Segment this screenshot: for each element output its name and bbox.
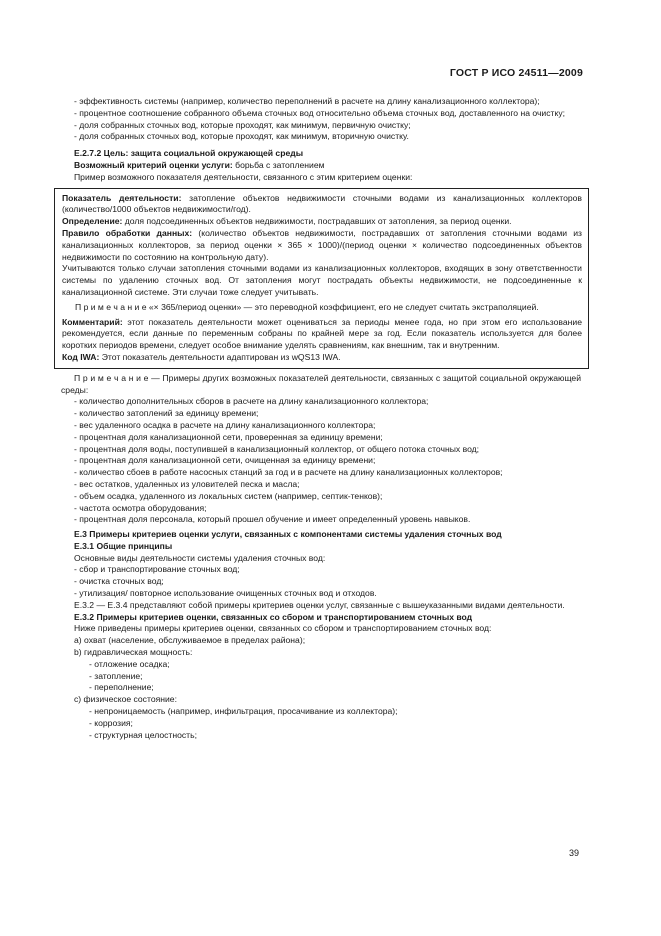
rule-text: (количество объектов недвижимости, пострадавших от затопления сточными водами из канализационных коллекторов, за период оценки × 365 × 1000)/(период оценки × количество подсоединенных объектов недвижимости по состоянию на контрольную дату). xyxy=(62,227,583,262)
list-item: a) охват (население, обслуживаемое в пределах района); xyxy=(74,635,306,646)
section-heading-e31: Е.3.1 Общие принципы xyxy=(74,540,173,551)
definition-paragraph xyxy=(62,216,582,228)
indicator-text: затопление объектов недвижимости сточными водами из канализационных коллекторов (количество/1000 объектов недвижимости/год). xyxy=(62,192,582,215)
list-item: - процентная доля воды, поступившей в канализационный коллектор, от общего потока сточных вод; xyxy=(74,443,480,454)
comment-label: Комментарий: xyxy=(62,316,123,327)
list-item: - доля собранных сточных вод, которые проходят, как минимум, первичную очистку; xyxy=(74,119,411,130)
consider-paragraph: Учитываются только случаи затопления сточными водами из канализационных коллекторов, входящих в зону ответственности системы по удалению сточных вод. От затопления могут пострадать объекты недвижимости, не подсоединенные к канализационной системе. Эти случаи тоже следует учитывать. xyxy=(62,263,582,297)
note-paragraph xyxy=(61,373,581,397)
list-item: - процентное соотношение собранного объема сточных вод относительно объема сточных вод, доставленного на очистку; xyxy=(74,107,566,118)
iwa-paragraph xyxy=(62,352,582,364)
paragraph: Основные виды деятельности системы удаления сточных вод: xyxy=(74,552,326,563)
list-item: - отложение осадка; xyxy=(89,658,170,669)
rule-label: Правило обработки данных: xyxy=(62,227,193,238)
list-item: c) физическое состояние: xyxy=(74,694,177,705)
criterion-line xyxy=(61,160,581,172)
comment-text: этот показатель деятельности может оцениваться за периоды менее года, но при этом его использование рекомендуется, если данные по переменным собраны по крайней мере за год. Если показатель используется для более коротких периодов времени, следует особое внимание уделять сравнениям, как внешним, так и внутренним. xyxy=(62,316,582,351)
paragraph: Ниже приведены примеры критериев оценки, связанных со сбором и транспортированием сточных вод: xyxy=(74,623,492,634)
list-item: - количество дополнительных сборов в расчете на длину канализационного коллектора; xyxy=(74,396,429,407)
rule-paragraph xyxy=(62,228,582,263)
list-item: - процентная доля канализационной сети, проверенная за единицу времени; xyxy=(74,431,383,442)
note-label: П р и м е ч а н и е xyxy=(75,301,147,312)
paragraph: Пример возможного показателя деятельности, связанного с этим критерием оценки: xyxy=(74,171,413,182)
section-heading-e272: Е.2.7.2 Цель: защита социальной окружающей среды xyxy=(74,148,304,159)
list-item: - вес остатков, удаленных из уловителей песка и масла; xyxy=(74,478,300,489)
box-note xyxy=(62,302,582,314)
list-item: - процентная доля канализационной сети, очищенная за единицу времени; xyxy=(74,455,376,466)
list-item: - количество сбоев в работе насосных станций за год и в расчете на длину канализационных коллекторов; xyxy=(74,467,503,478)
list-item: - эффективность системы (например, количество переполнений в расчете на длину канализационного коллектора); xyxy=(74,96,540,106)
document-header: ГОСТ Р ИСО 24511—2009 xyxy=(449,67,583,79)
list-item: - коррозия; xyxy=(89,717,133,728)
list-item: - очистка сточных вод; xyxy=(74,576,164,587)
indicator-box xyxy=(54,188,589,369)
section-heading-e3: Е.3 Примеры критериев оценки услуги, связанных с компонентами системы удаления сточных вод xyxy=(74,529,502,540)
list-item: - сбор и транспортирование сточных вод; xyxy=(74,564,240,575)
iwa-label: Код IWA: xyxy=(62,351,100,362)
list-item: - утилизация/ повторное использование очищенных сточных вод и отходов. xyxy=(74,588,377,599)
note-text: — Примеры других возможных показателей деятельности, связанных с защитой социальной окружающей среды: xyxy=(61,372,581,395)
list-item: - непроницаемость (например, инфильтрация, просачивание из коллектора); xyxy=(89,706,398,717)
list-item: b) гидравлическая мощность: xyxy=(74,647,193,658)
criterion-label: Возможный критерий оценки услуги: xyxy=(74,159,233,170)
note-label: П р и м е ч а н и е xyxy=(74,372,149,383)
list-item: - процентная доля персонала, который прошел обучение и имеет определенный уровень навыков. xyxy=(74,514,471,525)
list-item: - затопление; xyxy=(89,670,143,681)
list-item: - частота осмотра оборудования; xyxy=(74,502,207,513)
list-item: - доля собранных сточных вод, которые проходят, как минимум, вторичную очистку. xyxy=(74,131,409,142)
list-item: - структурная целостность; xyxy=(89,729,197,740)
paragraph: Е.3.2 — Е.3.4 представляют собой примеры критериев оценки услуг, связанные с вышеуказанными видами деятельности. xyxy=(74,599,565,610)
iwa-text: Этот показатель деятельности адаптирован из wQS13 IWA. xyxy=(99,351,341,362)
list-item: - количество затоплений за единицу времени; xyxy=(74,408,259,419)
definition-label: Определение: xyxy=(62,216,123,227)
comment-paragraph xyxy=(62,317,582,352)
section-heading-e32: Е.3.2 Примеры критериев оценки, связанных со сбором и транспортированием сточных вод xyxy=(74,611,473,622)
note-text: «× 365/период оценки» — это переводной коэффициент, его не следует считать экстраполяцией. xyxy=(146,301,539,312)
page-number: 39 xyxy=(568,848,579,858)
list-item: - переполнение; xyxy=(89,682,154,693)
list-item: - вес удаленного осадка в расчете на длину канализационного коллектора; xyxy=(74,419,376,430)
indicator-paragraph xyxy=(62,193,582,217)
criterion-value: борьба с затоплением xyxy=(232,159,325,170)
list-item: - объем осадка, удаленного из локальных систем (например, септик-тенков); xyxy=(74,490,383,501)
definition-text: доля подсоединенных объектов недвижимости, пострадавших от затопления, за период оценки. xyxy=(122,216,512,227)
indicator-label: Показатель деятельности: xyxy=(62,192,182,203)
page-content xyxy=(61,96,581,741)
